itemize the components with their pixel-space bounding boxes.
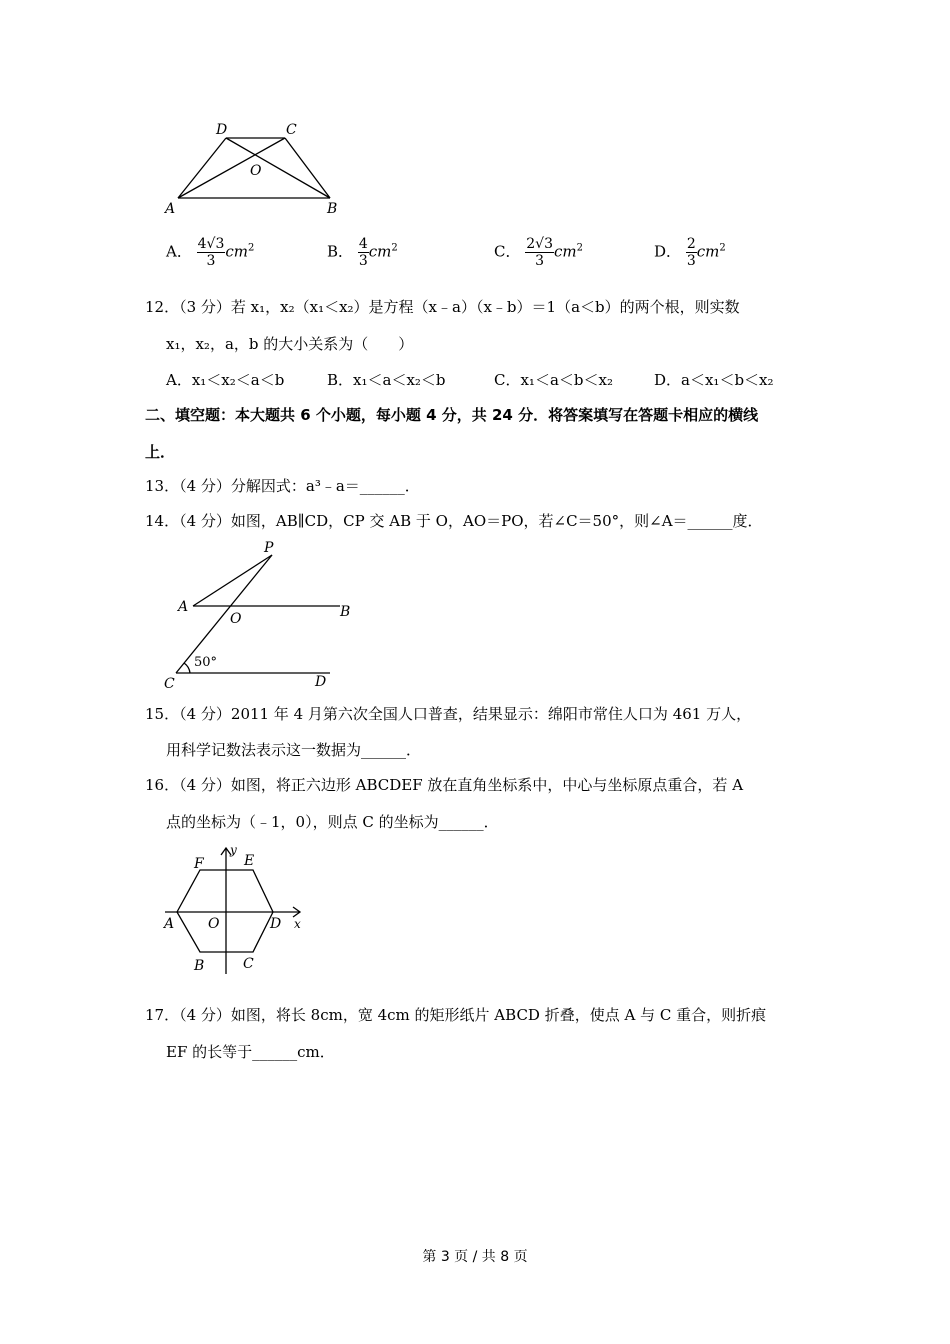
label-D: D	[216, 122, 228, 138]
q14: 14．（4 分）如图，AB∥CD，CP 交 AB 于 O，AO＝PO，若∠C＝50°，则∠A＝______度．	[145, 512, 763, 530]
q12-line1: 12．（3 分）若 x₁，x₂（x₁＜x₂）是方程（x﹣a）（x﹣b）＝1（a＜b）的两个根，则实数	[145, 298, 740, 316]
q16-line1: 16．（4 分）如图，将正六边形 ABCDEF 放在直角坐标系中，中心与坐标原点重合，若 A	[145, 776, 744, 794]
page-footer: 第 3 页 / 共 8 页	[422, 1249, 528, 1265]
parallel-lines-figure	[160, 538, 360, 693]
q17-line1: 17．（4 分）如图，将长 8cm，宽 4cm 的矩形纸片 ABCD 折叠，使点 A 与 C 重合，则折痕	[145, 1006, 767, 1024]
q12-option-b: B．x₁＜a＜x₂＜b	[327, 371, 446, 389]
q12-option-d: D．a＜x₁＜b＜x₂	[654, 371, 774, 389]
label-A: A	[164, 916, 175, 932]
q12-line2: x₁，x₂，a，b 的大小关系为（ ）	[166, 335, 414, 353]
label-D: D	[270, 916, 282, 932]
label-D: D	[315, 674, 327, 690]
q12-option-a: A．x₁＜x₂＜a＜b	[166, 371, 285, 389]
section2-heading-line1: 二、填空题：本大题共 6 个小题，每小题 4 分，共 24 分．将答案填写在答题卡相应的横线	[145, 406, 759, 424]
q11-option-a: A． $\frac{4√3}{3}$ $cm^2$	[166, 236, 255, 269]
trapezoid-figure	[160, 118, 350, 218]
label-B: B	[340, 604, 351, 620]
q17-line2: EF 的长等于______cm．	[166, 1043, 335, 1061]
label-B: B	[327, 201, 338, 217]
q11-option-b: B． $\frac{4}{3}$ $cm^2$	[327, 236, 398, 269]
label-C: C	[164, 676, 175, 692]
hexagon-figure	[160, 840, 310, 975]
label-E: E	[244, 853, 255, 869]
label-O: O	[208, 916, 220, 932]
label-C: C	[286, 122, 297, 138]
q15-line1: 15．（4 分）2011 年 4 月第六次全国人口普查，结果显示：绵阳市常住人口为 461 万人，	[145, 705, 752, 723]
q11-option-d: D． $\frac{2}{3}$ $cm^2$	[654, 236, 726, 269]
label-O: O	[250, 163, 262, 179]
label-O: O	[230, 611, 242, 627]
label-B: B	[194, 958, 205, 974]
q11-option-c: C． $\frac{2√3}{3}$ $cm^2$	[494, 236, 584, 269]
label-F: F	[194, 856, 204, 872]
q16-line2: 点的坐标为（﹣1，0），则点 C 的坐标为______．	[166, 813, 499, 831]
label-y: y	[230, 843, 237, 857]
section2-heading-line2: 上．	[145, 443, 176, 461]
label-angle: 50°	[194, 655, 218, 670]
label-A: A	[165, 201, 176, 217]
label-P: P	[264, 540, 274, 556]
q12-option-c: C．x₁＜a＜b＜x₂	[494, 371, 613, 389]
label-C: C	[243, 956, 254, 972]
label-A: A	[178, 599, 189, 615]
q15-line2: 用科学记数法表示这一数据为______．	[166, 741, 422, 759]
q13: 13．（4 分）分解因式：a³﹣a＝______．	[145, 477, 420, 495]
label-x: x	[294, 917, 301, 931]
